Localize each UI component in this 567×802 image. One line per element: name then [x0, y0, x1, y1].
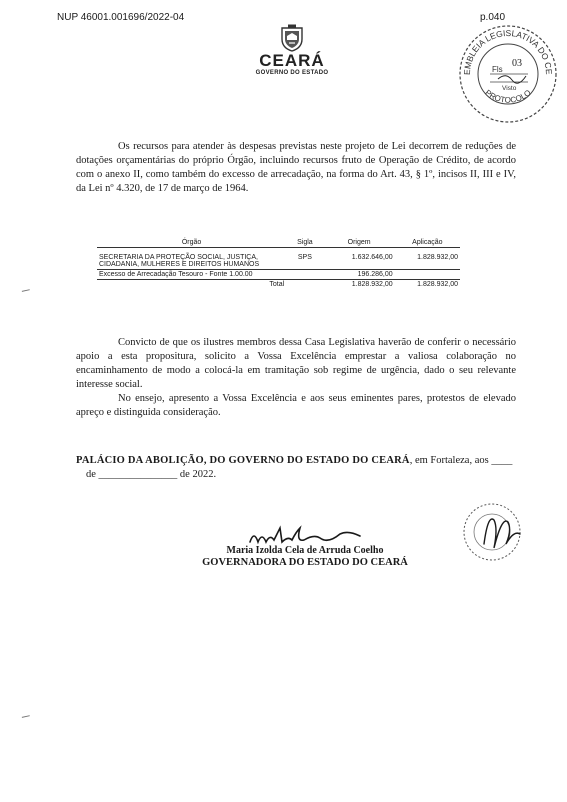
stamp-visto-label: Visto: [502, 85, 517, 92]
total-aplicacao: 1.828.932,00: [395, 280, 460, 290]
cell-orgao: Excesso de Arrecadação Tesouro - Fonte 1.00.00: [97, 270, 286, 280]
table-row: [97, 248, 460, 270]
header-aplicacao: Aplicação: [395, 238, 460, 248]
paragraph-resources: Os recursos para atender às despesas previstas neste projeto de Lei decorrem de reduções de dotações orçamentárias do próprio Órgão, incluindo recursos fruto de Operação de Crédito, de acordo com o anexo II, como também do excesso de arrecadação, na forma do Art. 43, § 1º, incisos II, III e IV, da Lei nº 4.320, de 17 de março de 1964.: [76, 141, 516, 194]
paragraph-regards: [76, 392, 516, 420]
closing-line2-prefix: de: [86, 469, 96, 480]
closing-place-date: PALÁCIO DA ABOLIÇÃO, DO GOVERNO DO ESTADO DO CEARÁ, em Fortaleza, aos ____ de _______________ de 2022.: [76, 455, 513, 480]
signatory-name: Maria Izolda Cela de Arruda Coelho: [226, 545, 384, 556]
table-header-row: [97, 238, 460, 248]
margin-mark: [22, 289, 30, 294]
coat-of-arms-icon: [279, 24, 305, 52]
header-origem: Origem: [324, 238, 395, 248]
total-origem: 1.828.932,00: [324, 280, 395, 290]
cell-orgao: SECRETARIA DA PROTEÇÃO SOCIAL, JUSTIÇA, CIDADANIA, MULHERES E DIREITOS HUMANOS: [99, 254, 260, 268]
svg-text:ASSEMBLEIA LEGISLATIVA DO CEAR: [456, 22, 554, 75]
header-orgao: Órgão: [97, 238, 286, 248]
paragraph-request-text: Convicto de que os ilustres membros dessa Casa Legislativa haverão de conferir o necessário apoio a esta propositura, solicito a Vossa Excelência emprestar a valiosa colaboração no encaminhamento de modo a colocá-la em tramitação sob regime de urgência, dado o seu relevante interesse social.: [76, 337, 516, 390]
palace-name: PALÁCIO DA ABOLIÇÃO, DO GOVERNO DO ESTADO DO CEARÁ: [76, 455, 410, 466]
stamp-ring-text: EMBLEIA LEGISLATIVA DO CE: [461, 27, 555, 76]
paragraph-regards-text: No ensejo, apresento a Vossa Excelência e aos seus eminentes pares, protestos de elevado apreço e distinguida consideração.: [76, 393, 516, 418]
secondary-seal: [454, 500, 548, 564]
protocol-stamp: [456, 22, 560, 126]
ceara-government-logo: [247, 24, 337, 102]
stamp-fls-label: Fls: [492, 65, 503, 74]
total-label: Total: [97, 280, 286, 290]
nup-number: NUP 46001.001696/2022-04: [57, 12, 185, 23]
cell-sigla: SPS: [297, 254, 312, 261]
cell-origem: 196.286,00: [324, 270, 395, 280]
cell-aplicacao: [395, 270, 460, 280]
signatory-title: GOVERNADORA DO ESTADO DO CEARÁ: [202, 557, 408, 568]
table-row: [97, 270, 460, 280]
stamp-fls-value: 03: [512, 58, 522, 69]
budget-table: [97, 238, 460, 289]
closing-line2-suffix: de 2022.: [179, 469, 217, 480]
logo-state-name: CEARÁ: [259, 51, 325, 70]
margin-mark: [22, 715, 30, 720]
cell-origem: 1.632.646,00: [351, 254, 393, 261]
cell-aplicacao: 1.828.932,00: [417, 254, 458, 261]
cell-sigla: [286, 270, 323, 280]
closing-location-text: , em Fortaleza, aos: [409, 455, 489, 466]
stamp-bottom-text: PROTOCOLO: [483, 88, 533, 105]
header-sigla: Sigla: [286, 238, 323, 248]
page-number: p.040: [480, 12, 506, 23]
table-total-row: [97, 280, 460, 290]
paragraph-request: [76, 336, 516, 392]
logo-government-label: GOVERNO DO ESTADO: [255, 70, 329, 76]
